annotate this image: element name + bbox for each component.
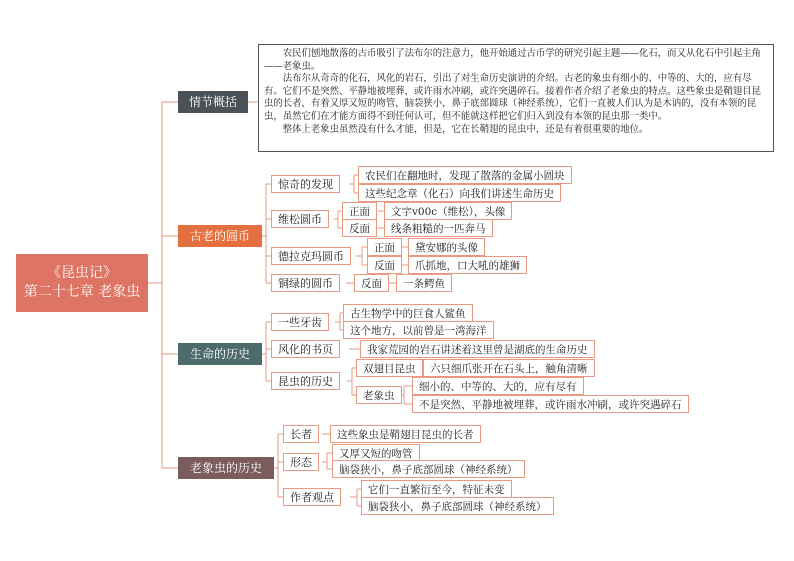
- branch-ancient-coins: 古老的圆币: [178, 225, 262, 247]
- node-old-weevil: 老象虫: [356, 386, 402, 404]
- node-diptera: 双翅目昆虫: [356, 359, 423, 377]
- node-teeth-item-2: 这个地方，以前曾是一湾海洋: [343, 321, 494, 339]
- node-delakema-front: 正面: [367, 238, 402, 256]
- summary-paragraph-2: 法布尔从奇奇的化石，风化的岩石，引出了对生命历史演讲的介绍。古老的象虫有细小的、中等的、大的，应有尽有。它们不是突然、平静地被埋葬，或许雨水冲刷，或许突遇碎石。接着作者介绍了老象虫的特点。这些象虫是鞘翅目昆虫的长者，有着又厚又短的吻管，脑袋狭小，鼻子底部圆球（神经系统），它们一直被人们认为是木讷的，没有本领的昆虫，虽然它们在才能方面得不到任何认可，但不能就这样把它们归入到没有本领的昆虫那一类中。: [264, 73, 761, 122]
- node-author-view-item-1: 它们一直繁衍至今，特征未变: [361, 480, 512, 498]
- node-surprise-discovery: 惊奇的发现: [271, 175, 340, 193]
- root-chapter: 第二十七章 老象虫: [23, 284, 141, 300]
- node-shape-item-2: 脑袋狭小，鼻子底部圆球（神经系统）: [332, 460, 525, 478]
- node-bronze-back: 反面: [354, 274, 389, 292]
- node-vesong-coin: 维松圆币: [271, 210, 329, 228]
- node-elder-text: 这些象虫是鞘翅目昆虫的长者: [330, 425, 481, 443]
- node-vesong-front: 正面: [342, 202, 377, 220]
- node-bronze-coin: 铜绿的圆币: [271, 274, 340, 292]
- branch-weevil-history: 老象虫的历史: [178, 457, 274, 479]
- node-vesong-back-text: 线条粗糙的一匹奔马: [384, 219, 493, 237]
- summary-paragraph-1: 农民们刨地散落的古币吸引了法布尔的注意力，他开始通过古币学的研究引起主题——化石，而又从化石中引起主角——老象虫。: [264, 48, 761, 72]
- node-shape-item-1: 又厚又短的吻管: [332, 444, 420, 462]
- summary-box: [258, 44, 774, 152]
- node-delakema-back-text: 爪抓地，口大吼的雄狮: [408, 256, 527, 274]
- node-bronze-back-text: 一条鳄鱼: [396, 274, 452, 292]
- node-vesong-front-text: 文字v00c（维松），头像: [384, 202, 512, 220]
- node-surprise-item-2: 这些纪念章（化石）向我们讲述生命历史: [358, 184, 561, 202]
- node-vesong-back: 反面: [342, 219, 377, 237]
- node-author-view: 作者观点: [283, 488, 341, 506]
- node-shape: 形态: [283, 453, 319, 471]
- root-topic: [16, 254, 148, 312]
- branch-summary: 情节概括: [178, 91, 248, 113]
- node-old-weevil-item-2: 不是突然、平静地被埋葬，或许雨水冲刷，或许突遇碎石: [412, 395, 689, 413]
- node-delakema-back: 反面: [367, 256, 402, 274]
- node-teeth: 一些牙齿: [271, 313, 329, 331]
- node-teeth-item-1: 古生物学中的巨食人鲨鱼: [343, 304, 473, 322]
- root-title: 《昆虫记》: [47, 265, 117, 281]
- node-elder: 长者: [283, 425, 319, 443]
- node-old-weevil-item-1: 细小的、中等的、大的，应有尽有: [412, 377, 584, 395]
- node-insect-history: 昆虫的历史: [271, 372, 340, 390]
- node-delakema-front-text: 黛安娜的头像: [408, 238, 485, 256]
- branch-life-history: 生命的历史: [178, 343, 262, 365]
- node-surprise-item-1: 农民们在翻地时，发现了散落的金属小圆块: [358, 166, 572, 184]
- node-diptera-text: 六只细爪张开在石头上，触角清晰: [423, 359, 595, 377]
- node-delakema-coin: 德拉克玛圆币: [271, 247, 351, 265]
- node-author-view-item-2: 脑袋狭小，鼻子底部圆球（神经系统）: [361, 497, 554, 515]
- summary-paragraph-3: 整体上老象虫虽然没有什么才能，但是，它在长鞘翅的昆虫中，还是有着很重要的地位。: [282, 123, 649, 135]
- node-weathered-pages: 风化的书页: [271, 340, 340, 358]
- node-weathered-pages-text: 我家荒园的岩石讲述着这里曾是湖底的生命历史: [360, 340, 595, 358]
